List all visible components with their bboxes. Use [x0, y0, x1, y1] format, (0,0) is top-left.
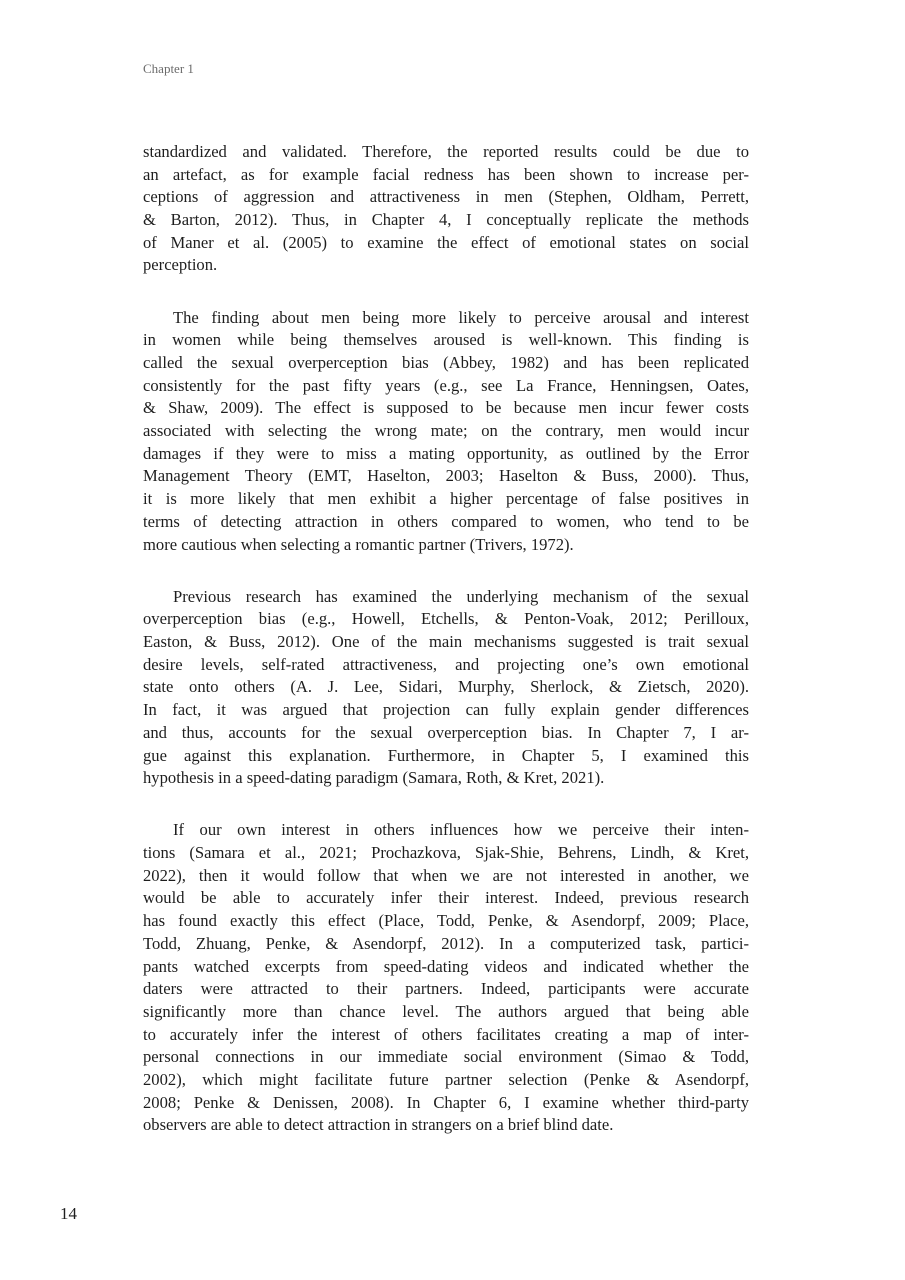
text-line: & Shaw, 2009). The effect is supposed to be because men incur fewer costs: [143, 398, 749, 418]
text-line: personal connections in our immediate social environment (Simao & Todd,: [143, 1047, 749, 1067]
text-line: Easton, & Buss, 2012). One of the main mechanisms suggested is trait sexual: [143, 632, 749, 652]
text-line: 2002), which might facilitate future partner selection (Penke & Asendorpf,: [143, 1069, 749, 1089]
page-number: 14: [60, 1204, 77, 1223]
text-line: desire levels, self-rated attractiveness, and projecting one’s own emotional: [143, 654, 749, 674]
text-line: perception.: [143, 255, 218, 275]
text-line: gue against this explanation. Furthermore, in Chapter 5, I examined this: [143, 745, 749, 765]
text-line: standardized and validated. Therefore, the reported results could be due to: [143, 142, 749, 161]
text-line: damages if they were to miss a mating opportunity, as outlined by the Error: [143, 443, 749, 463]
text-line: has found exactly this effect (Place, Todd, Penke, & Asendorpf, 2009; Place,: [143, 911, 749, 931]
text-line: an artefact, as for example facial redness has been shown to increase per-: [143, 164, 749, 184]
text-line: to accurately infer the interest of others facilitates creating a map of inter-: [143, 1024, 749, 1044]
text-line: Todd, Zhuang, Penke, & Asendorpf, 2012). In a computerized task, partici-: [143, 933, 749, 953]
text-line: called the sexual overperception bias (Abbey, 1982) and has been replicated: [143, 353, 749, 372]
text-line: hypothesis in a speed-dating paradigm (Samara, Roth, & Kret, 2021).: [143, 768, 605, 788]
text-line: of Maner et al. (2005) to examine the effect of emotional states on social: [143, 232, 749, 252]
text-line: 2008; Penke & Denissen, 2008). In Chapter 6, I examine whether third-party: [143, 1092, 749, 1112]
text-line: more cautious when selecting a romantic partner (Trivers, 1972).: [143, 534, 574, 554]
paragraph: [143, 819, 749, 1137]
text-line: in women while being themselves aroused is well-known. This finding is: [143, 330, 749, 350]
text-line: terms of detecting attraction in others compared to women, who tend to be: [143, 511, 749, 531]
text-line: In fact, it was argued that projection can fully explain gender differences: [143, 700, 749, 720]
text-line: significantly more than chance level. The authors argued that being able: [143, 1001, 749, 1021]
running-header: Chapter 1: [143, 61, 194, 76]
text-line: would be able to accurately infer their interest. Indeed, previous research: [143, 888, 749, 908]
text-line: observers are able to detect attraction in strangers on a brief blind date.: [143, 1115, 614, 1135]
text-line: associated with selecting the wrong mate; on the contrary, men would incur: [143, 421, 749, 441]
text-line: The finding about men being more likely to perceive arousal and interest: [173, 307, 749, 327]
text-line: 2022), then it would follow that when we are not interested in another, we: [143, 865, 749, 885]
text-line: daters were attracted to their partners. Indeed, participants were accurate: [143, 979, 749, 999]
paragraph: [143, 141, 749, 277]
paragraph: [143, 586, 749, 790]
text-line: consistently for the past fifty years (e.g., see La France, Henningsen, Oates,: [143, 375, 749, 395]
text-line: it is more likely that men exhibit a higher percentage of false positives in: [143, 489, 749, 509]
text-line: state onto others (A. J. Lee, Sidari, Murphy, Sherlock, & Zietsch, 2020).: [143, 677, 749, 697]
text-line: tions (Samara et al., 2021; Prochazkova, Sjak-Shie, Behrens, Lindh, & Kret,: [143, 843, 749, 863]
text-line: If our own interest in others influences how we perceive their inten-: [173, 820, 749, 840]
text-line: Management Theory (EMT, Haselton, 2003; Haselton & Buss, 2000). Thus,: [143, 466, 749, 486]
text-line: Previous research has examined the underlying mechanism of the sexual: [173, 586, 749, 606]
text-line: pants watched excerpts from speed-dating videos and indicated whether the: [143, 956, 749, 976]
text-line: & Barton, 2012). Thus, in Chapter 4, I conceptually replicate the methods: [143, 210, 749, 230]
text-line: and thus, accounts for the sexual overperception bias. In Chapter 7, I ar-: [143, 722, 749, 742]
text-line: overperception bias (e.g., Howell, Etchells, & Penton-Voak, 2012; Perilloux,: [143, 609, 749, 629]
text-line: ceptions of aggression and attractiveness in men (Stephen, Oldham, Perrett,: [143, 187, 749, 207]
paragraph: [143, 307, 749, 557]
body-text: [143, 141, 749, 1167]
